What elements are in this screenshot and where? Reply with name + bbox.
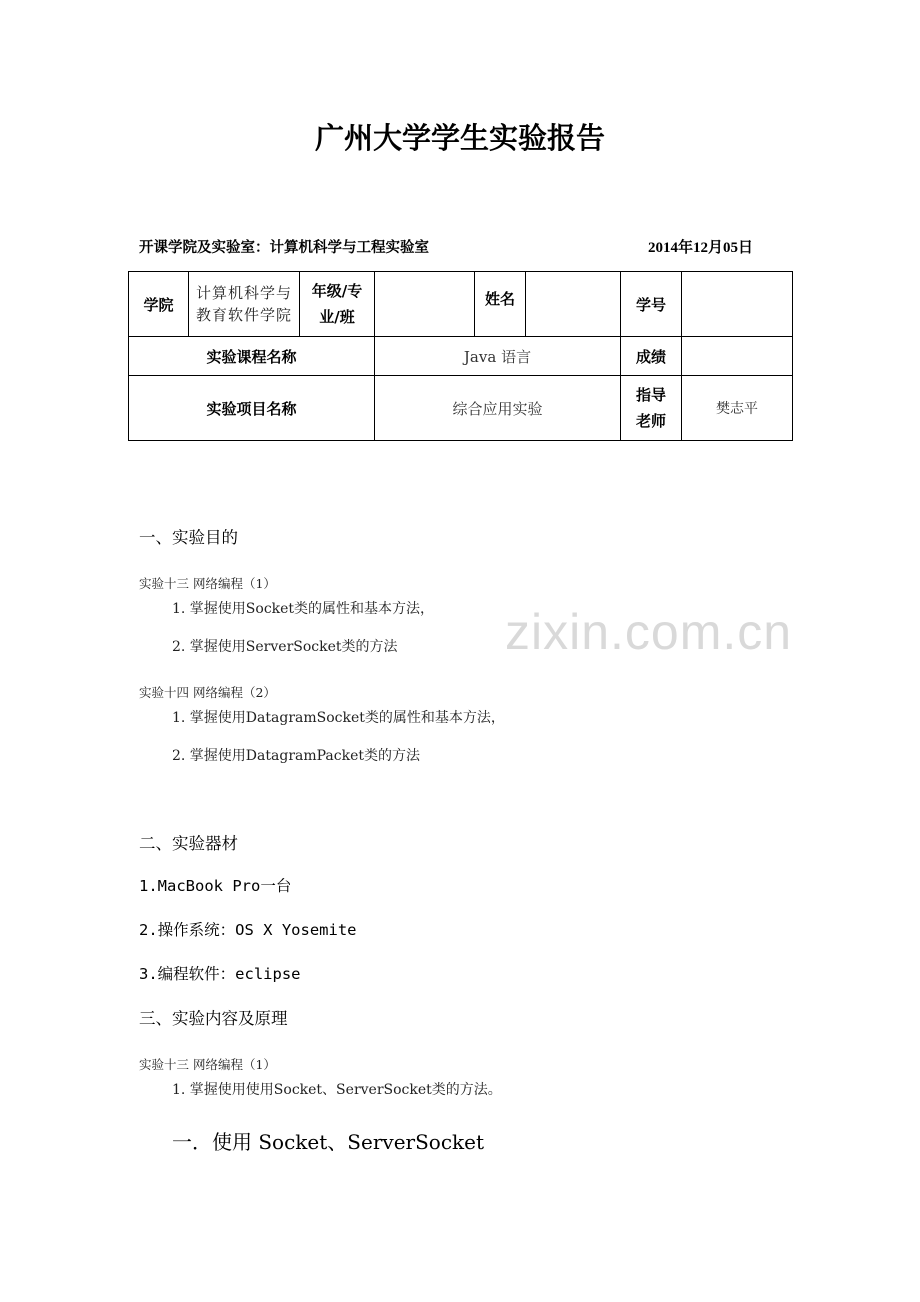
course-value: Java 语言 <box>375 337 621 376</box>
grade-label-line2: 业/班 <box>319 308 355 326</box>
score-value <box>682 337 793 376</box>
equipment-item-2: 2.操作系统：OS X Yosemite <box>139 921 357 939</box>
exp13-item-1: 1. 掌握使用Socket类的属性和基本方法， <box>172 601 435 617</box>
info-table <box>128 271 793 441</box>
grade-value <box>375 272 475 337</box>
college-value-line1: 计算机科学与 <box>195 284 292 302</box>
grade-label <box>300 272 375 337</box>
section3-exp13-title: 实验十三 网络编程（1） <box>139 1057 276 1072</box>
project-label: 实验项目名称 <box>129 376 375 441</box>
equipment-item-3: 3.编程软件：eclipse <box>139 965 301 983</box>
report-date: 2014年12月05日 <box>648 240 754 256</box>
section1-heading: 一、实验目的 <box>139 528 238 547</box>
teacher-label-line1: 指导 <box>635 386 666 404</box>
section3-subheading: 一．使用 Socket、ServerSocket <box>172 1130 485 1154</box>
teacher-label-line2: 老师 <box>635 412 666 430</box>
section2-heading: 二、实验器材 <box>139 834 238 853</box>
project-value: 综合应用实验 <box>375 376 621 441</box>
exp14-title: 实验十四 网络编程（2） <box>139 685 276 700</box>
course-label: 实验课程名称 <box>129 337 375 376</box>
name-label: 姓名 <box>475 272 526 337</box>
college-value-line2: 教育软件学院 <box>195 306 292 324</box>
exp14-item-1: 1. 掌握使用DatagramSocket类的属性和基本方法， <box>172 710 505 726</box>
college-value <box>189 272 300 337</box>
college-lab-line: 开课学院及实验室：计算机科学与工程实验室 <box>139 240 429 256</box>
section3-heading: 三、实验内容及原理 <box>139 1009 288 1028</box>
exp14-item-2: 2. 掌握使用DatagramPacket类的方法 <box>172 748 421 764</box>
name-value <box>526 272 621 337</box>
student-id-label: 学号 <box>621 272 682 337</box>
student-id-value <box>682 272 793 337</box>
teacher-value: 樊志平 <box>682 376 793 441</box>
exp13-title: 实验十三 网络编程（1） <box>139 576 276 591</box>
equipment-item-1: 1.MacBook Pro一台 <box>139 877 292 895</box>
watermark: zixin.com.cn <box>505 604 793 660</box>
score-label: 成绩 <box>621 337 682 376</box>
college-label: 学院 <box>129 272 189 337</box>
exp13-item-2: 2. 掌握使用ServerSocket类的方法 <box>172 639 398 655</box>
teacher-label <box>621 376 682 441</box>
section3-item-1: 1. 掌握使用使用Socket、ServerSocket类的方法。 <box>172 1082 502 1098</box>
grade-label-line1: 年级/专 <box>311 282 363 300</box>
report-title: 广州大学学生实验报告 <box>314 121 605 155</box>
